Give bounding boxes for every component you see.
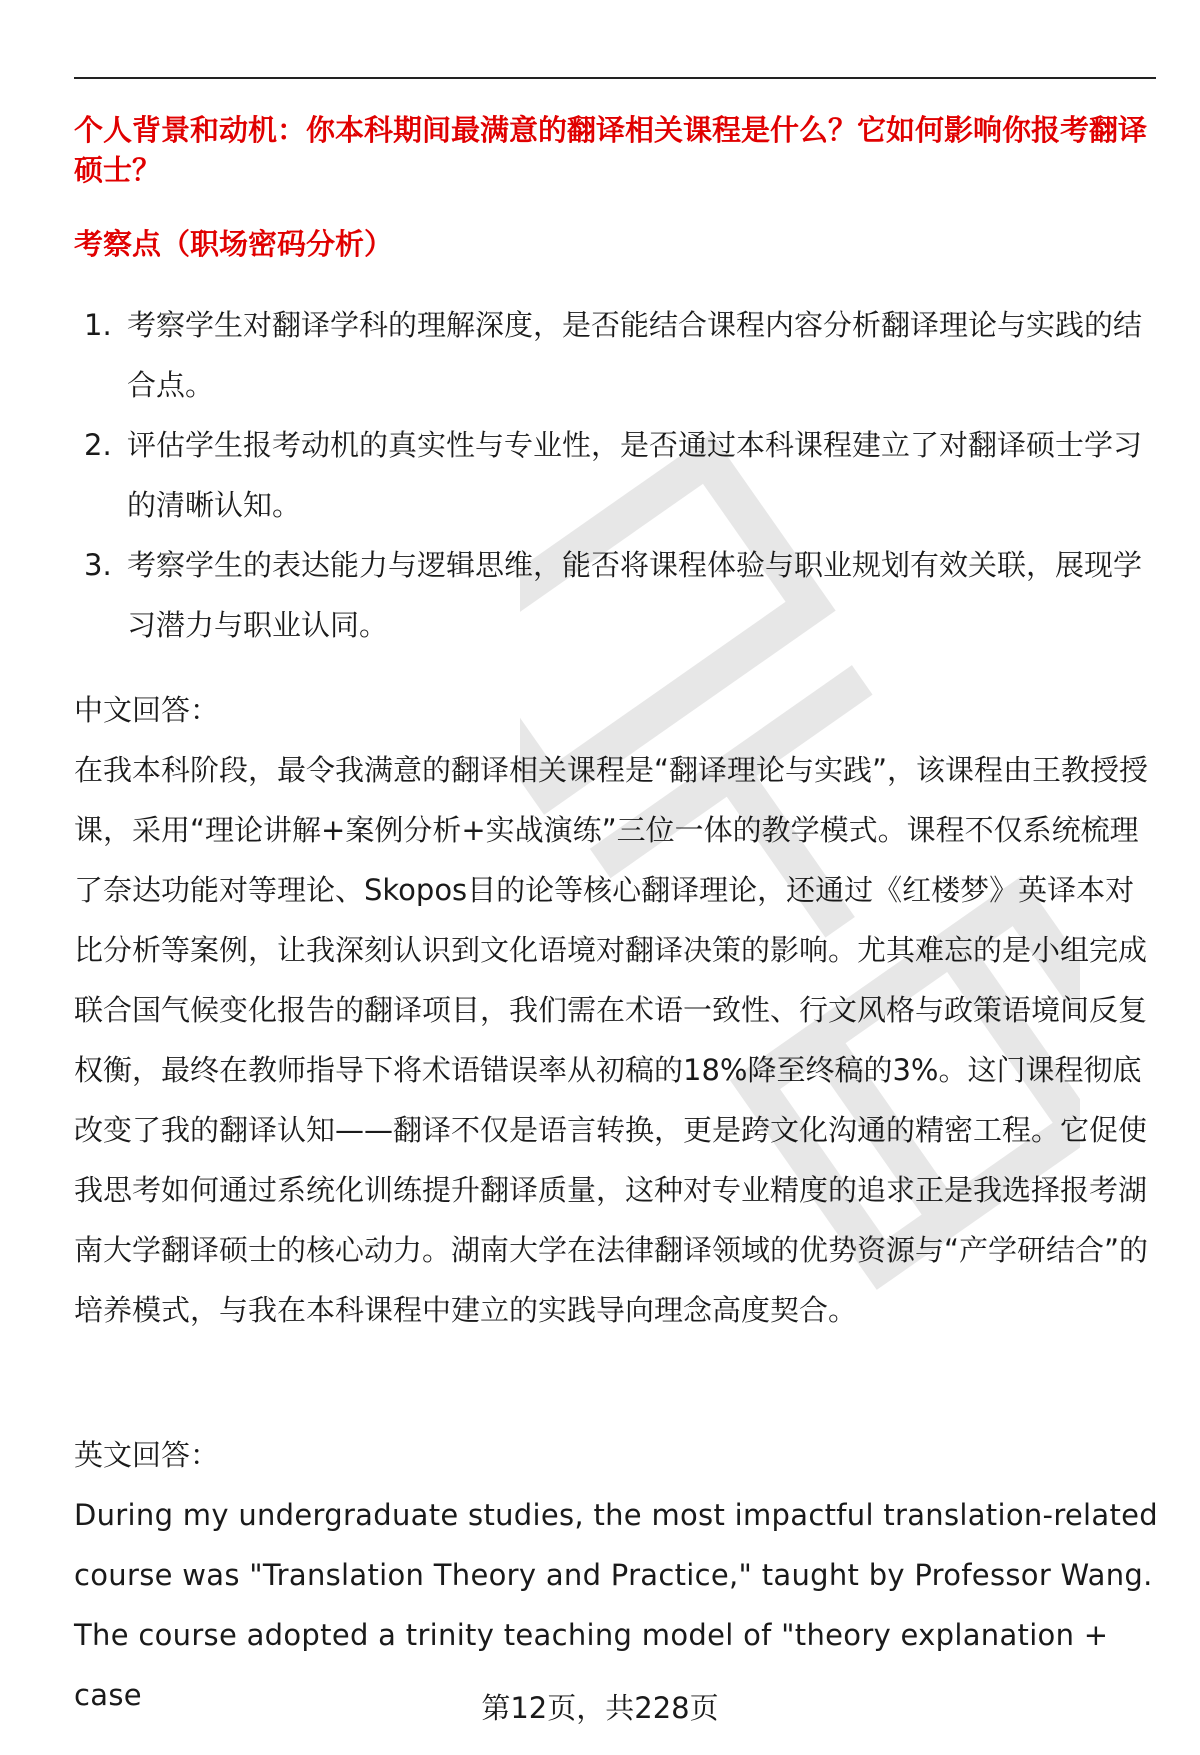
focus-point-number: 3.: [84, 548, 112, 582]
header-rule: [74, 77, 1156, 79]
focus-point: [0, 295, 1147, 415]
question-heading: 个人背景和动机：你本科期间最满意的翻译相关课程是什么？它如何影响你报考翻译硕士？: [74, 113, 1148, 187]
focus-points-list: [0, 295, 1200, 655]
focus-point-text: 评估学生报考动机的真实性与专业性，是否通过本科课程建立了对翻译硕士学习的清晰认知。: [127, 428, 1143, 522]
focus-point: [0, 535, 1147, 655]
focus-point-text: 考察学生的表达能力与逻辑思维，能否将课程体验与职业规划有效关联，展现学习潜力与职业认同。: [127, 548, 1143, 642]
page-number-footer: 第12页，共228页: [481, 1691, 719, 1725]
focus-point-number: 2.: [84, 428, 112, 462]
chinese-answer-paragraph: 在我本科阶段，最令我满意的翻译相关课程是“翻译理论与实践”，该课程由王教授授课，采用“理论讲解+案例分析+实战演练”三位一体的教学模式。课程不仅系统梳理了奈达功能对等理论、Skopos目的论等核心翻译理论，还通过《红楼梦》英译本对比分析等案例，让我深刻认识到文化语境对翻译决策的影响。尤其难忘的是小组完成联合国气候变化报告的翻译项目，我们需在术语一致性、行文风格与政策语境间反复权衡，最终在教师指导下将术语错误率从初稿的18%降至终稿的3%。这门课程彻底改变了我的翻译认知——翻译不仅是语言转换，更是跨文化沟通的精密工程。它促使我思考如何通过系统化训练提升翻译质量，这种对专业精度的追求正是我选择报考湖南大学翻译硕士的核心动力。湖南大学在法律翻译领域的优势资源与“产学研结合”的培养模式，与我在本科课程中建立的实践导向理念高度契合。: [74, 753, 1149, 1327]
english-answer-label: 英文回答：: [74, 1438, 220, 1472]
focus-heading: 考察点（职场密码分析）: [74, 227, 394, 261]
focus-point-number: 1.: [84, 308, 112, 342]
chinese-answer-label: 中文回答：: [74, 693, 220, 727]
english-answer-paragraph: During my undergraduate studies, the most impactful translation-related course was "Translation Theory and Practice," taught by Professor Wang. The course adopted a trinity teaching model of "theory explanation + case: [74, 1498, 1158, 1712]
focus-point-text: 考察学生对翻译学科的理解深度，是否能结合课程内容分析翻译理论与实践的结合点。: [127, 308, 1143, 402]
focus-point: [0, 415, 1147, 535]
